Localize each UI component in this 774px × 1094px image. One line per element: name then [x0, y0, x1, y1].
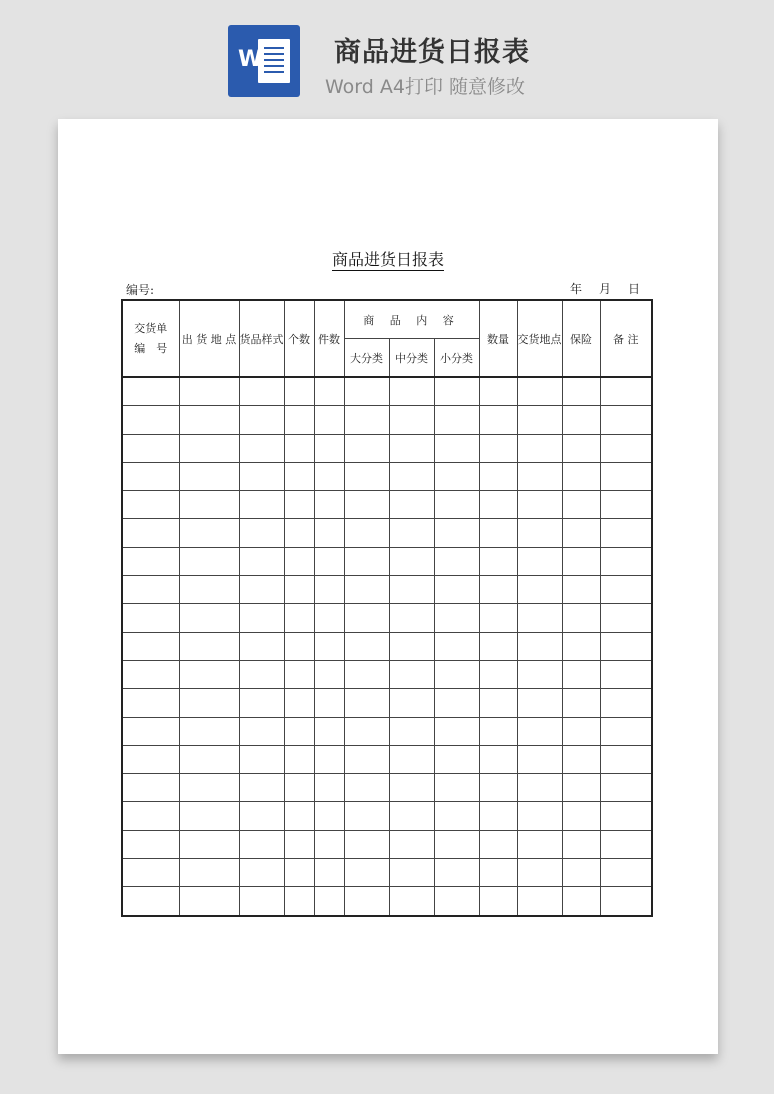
table-cell[interactable] — [479, 519, 517, 547]
table-row — [122, 774, 652, 802]
table-cell[interactable] — [517, 887, 562, 916]
table-cell[interactable] — [122, 491, 179, 519]
table-cell[interactable] — [314, 462, 344, 490]
table-cell[interactable] — [284, 689, 314, 717]
table-cell[interactable] — [517, 547, 562, 575]
table-cell[interactable] — [122, 660, 179, 688]
report-table-wrapper — [121, 299, 653, 917]
table-cell[interactable] — [562, 689, 600, 717]
table-row — [122, 632, 652, 660]
table-cell[interactable] — [517, 434, 562, 462]
date-day-label: 日 — [627, 282, 640, 296]
table-cell[interactable] — [600, 462, 652, 490]
table-cell[interactable] — [179, 406, 239, 434]
table-cell[interactable] — [179, 604, 239, 632]
table-cell[interactable] — [179, 745, 239, 773]
table-cell[interactable] — [517, 689, 562, 717]
table-cell[interactable] — [284, 519, 314, 547]
table-cell[interactable] — [600, 434, 652, 462]
table-cell[interactable] — [284, 377, 314, 406]
table-cell[interactable] — [239, 406, 284, 434]
table-cell[interactable] — [284, 462, 314, 490]
header-content: 商 品 内 容 — [344, 300, 479, 339]
table-cell[interactable] — [239, 632, 284, 660]
table-cell[interactable] — [562, 406, 600, 434]
table-cell[interactable] — [562, 547, 600, 575]
table-cell[interactable] — [344, 660, 389, 688]
table-cell[interactable] — [344, 774, 389, 802]
report-table — [121, 299, 653, 917]
table-cell[interactable] — [479, 491, 517, 519]
table-cell[interactable] — [239, 519, 284, 547]
table-cell[interactable] — [179, 576, 239, 604]
table-cell[interactable] — [389, 377, 434, 406]
table-cell[interactable] — [434, 491, 479, 519]
table-cell[interactable] — [434, 859, 479, 887]
table-cell[interactable] — [562, 434, 600, 462]
table-cell[interactable] — [517, 576, 562, 604]
table-cell[interactable] — [122, 859, 179, 887]
table-row — [122, 830, 652, 858]
table-cell[interactable] — [122, 887, 179, 916]
document-title-text: 商品进货日报表 — [331, 250, 444, 269]
header-insurance: 保险 — [562, 300, 600, 377]
table-cell[interactable] — [284, 576, 314, 604]
table-cell[interactable] — [517, 774, 562, 802]
table-cell[interactable] — [179, 547, 239, 575]
table-cell[interactable] — [284, 887, 314, 916]
table-row — [122, 576, 652, 604]
table-cell[interactable] — [122, 632, 179, 660]
table-cell[interactable] — [284, 547, 314, 575]
table-cell[interactable] — [122, 547, 179, 575]
table-cell[interactable] — [434, 745, 479, 773]
table-cell[interactable] — [314, 632, 344, 660]
table-cell[interactable] — [600, 774, 652, 802]
table-cell[interactable] — [122, 774, 179, 802]
table-cell[interactable] — [562, 462, 600, 490]
table-cell[interactable] — [344, 802, 389, 830]
table-cell[interactable] — [179, 717, 239, 745]
table-row — [122, 377, 652, 406]
table-row — [122, 434, 652, 462]
table-cell[interactable] — [344, 406, 389, 434]
table-cell[interactable] — [479, 802, 517, 830]
table-row — [122, 406, 652, 434]
table-cell[interactable] — [314, 830, 344, 858]
header-order-no: 交货单 编 号 — [122, 300, 179, 377]
table-cell[interactable] — [389, 434, 434, 462]
table-cell[interactable] — [314, 491, 344, 519]
table-cell[interactable] — [434, 406, 479, 434]
table-cell[interactable] — [434, 547, 479, 575]
table-cell[interactable] — [239, 774, 284, 802]
table-cell[interactable] — [239, 576, 284, 604]
table-cell[interactable] — [239, 887, 284, 916]
table-cell[interactable] — [179, 859, 239, 887]
table-cell[interactable] — [239, 689, 284, 717]
table-cell[interactable] — [284, 632, 314, 660]
table-cell[interactable] — [434, 434, 479, 462]
document-page — [58, 119, 718, 1054]
table-cell[interactable] — [389, 717, 434, 745]
header-large-category: 大分类 — [344, 339, 389, 378]
header-origin: 出 货 地 点 — [179, 300, 239, 377]
table-cell[interactable] — [517, 632, 562, 660]
report-table-body — [122, 377, 652, 916]
table-cell[interactable] — [562, 660, 600, 688]
table-cell[interactable] — [239, 802, 284, 830]
table-cell[interactable] — [344, 462, 389, 490]
table-cell[interactable] — [600, 491, 652, 519]
table-cell[interactable] — [314, 689, 344, 717]
table-cell[interactable] — [179, 660, 239, 688]
table-cell[interactable] — [239, 462, 284, 490]
table-row — [122, 887, 652, 916]
table-cell[interactable] — [122, 519, 179, 547]
table-cell[interactable] — [122, 830, 179, 858]
table-cell[interactable] — [122, 576, 179, 604]
table-cell[interactable] — [517, 660, 562, 688]
table-row — [122, 859, 652, 887]
table-cell[interactable] — [314, 576, 344, 604]
banner-subtitle: Word A4打印 随意修改 — [325, 76, 526, 98]
table-cell[interactable] — [479, 377, 517, 406]
table-cell[interactable] — [122, 802, 179, 830]
table-cell[interactable] — [479, 689, 517, 717]
table-cell[interactable] — [239, 604, 284, 632]
table-cell[interactable] — [562, 491, 600, 519]
table-cell[interactable] — [562, 745, 600, 773]
table-cell[interactable] — [179, 689, 239, 717]
table-cell[interactable] — [389, 802, 434, 830]
header-banner — [0, 0, 774, 110]
table-cell[interactable] — [314, 660, 344, 688]
table-cell[interactable] — [600, 717, 652, 745]
header-delivery-place: 交货地点 — [517, 300, 562, 377]
table-cell[interactable] — [434, 689, 479, 717]
table-cell[interactable] — [122, 689, 179, 717]
table-cell[interactable] — [239, 547, 284, 575]
table-cell[interactable] — [284, 859, 314, 887]
table-cell[interactable] — [344, 745, 389, 773]
table-cell[interactable] — [600, 689, 652, 717]
table-cell[interactable] — [344, 519, 389, 547]
table-cell[interactable] — [479, 406, 517, 434]
table-row — [122, 604, 652, 632]
table-cell[interactable] — [517, 491, 562, 519]
table-cell[interactable] — [479, 434, 517, 462]
table-cell[interactable] — [344, 717, 389, 745]
table-cell[interactable] — [239, 859, 284, 887]
table-cell[interactable] — [314, 802, 344, 830]
table-cell[interactable] — [562, 830, 600, 858]
table-cell[interactable] — [562, 632, 600, 660]
number-label: 编号: — [126, 283, 155, 297]
table-row — [122, 717, 652, 745]
header-mid-category: 中分类 — [389, 339, 434, 378]
table-cell[interactable] — [284, 717, 314, 745]
table-cell[interactable] — [389, 462, 434, 490]
table-cell[interactable] — [479, 717, 517, 745]
word-icon — [228, 25, 300, 97]
table-cell[interactable] — [389, 774, 434, 802]
table-cell[interactable] — [179, 887, 239, 916]
table-cell[interactable] — [389, 491, 434, 519]
table-cell[interactable] — [284, 406, 314, 434]
table-cell[interactable] — [600, 547, 652, 575]
word-logo-letter: W — [238, 47, 263, 72]
table-cell[interactable] — [389, 660, 434, 688]
table-cell[interactable] — [389, 519, 434, 547]
header-small-category: 小分类 — [434, 339, 479, 378]
table-cell[interactable] — [344, 377, 389, 406]
table-cell[interactable] — [600, 830, 652, 858]
table-cell[interactable] — [434, 774, 479, 802]
table-cell[interactable] — [389, 689, 434, 717]
table-cell[interactable] — [179, 434, 239, 462]
table-cell[interactable] — [600, 576, 652, 604]
table-cell[interactable] — [179, 632, 239, 660]
table-cell[interactable] — [122, 434, 179, 462]
table-cell[interactable] — [239, 745, 284, 773]
table-cell[interactable] — [479, 604, 517, 632]
table-cell[interactable] — [284, 660, 314, 688]
table-cell[interactable] — [517, 745, 562, 773]
table-cell[interactable] — [434, 519, 479, 547]
table-cell[interactable] — [284, 434, 314, 462]
table-cell[interactable] — [479, 660, 517, 688]
table-cell[interactable] — [344, 887, 389, 916]
date-labels — [570, 280, 640, 297]
table-cell[interactable] — [314, 519, 344, 547]
table-cell[interactable] — [600, 802, 652, 830]
table-cell[interactable] — [122, 406, 179, 434]
table-cell[interactable] — [479, 774, 517, 802]
table-cell[interactable] — [344, 689, 389, 717]
table-cell[interactable] — [517, 462, 562, 490]
table-cell[interactable] — [389, 604, 434, 632]
table-cell[interactable] — [479, 462, 517, 490]
table-cell[interactable] — [600, 859, 652, 887]
table-cell[interactable] — [344, 830, 389, 858]
table-cell[interactable] — [344, 576, 389, 604]
table-cell[interactable] — [434, 717, 479, 745]
table-cell[interactable] — [122, 377, 179, 406]
header-remarks: 备 注 — [600, 300, 652, 377]
table-cell[interactable] — [600, 377, 652, 406]
table-cell[interactable] — [314, 774, 344, 802]
table-cell[interactable] — [344, 434, 389, 462]
table-cell[interactable] — [479, 576, 517, 604]
table-cell[interactable] — [122, 462, 179, 490]
table-cell[interactable] — [600, 604, 652, 632]
table-row — [122, 491, 652, 519]
table-cell[interactable] — [344, 632, 389, 660]
table-cell[interactable] — [434, 576, 479, 604]
table-cell[interactable] — [389, 632, 434, 660]
table-cell[interactable] — [434, 632, 479, 660]
table-cell[interactable] — [179, 462, 239, 490]
table-cell[interactable] — [389, 547, 434, 575]
table-cell[interactable] — [122, 717, 179, 745]
table-cell[interactable] — [314, 745, 344, 773]
table-cell[interactable] — [122, 604, 179, 632]
table-cell[interactable] — [562, 859, 600, 887]
table-row — [122, 689, 652, 717]
table-cell[interactable] — [314, 604, 344, 632]
date-year-label: 年 — [570, 282, 583, 296]
table-cell[interactable] — [562, 802, 600, 830]
table-cell[interactable] — [314, 406, 344, 434]
table-cell[interactable] — [239, 491, 284, 519]
table-cell[interactable] — [562, 887, 600, 916]
table-cell[interactable] — [600, 632, 652, 660]
table-cell[interactable] — [284, 604, 314, 632]
table-cell[interactable] — [479, 632, 517, 660]
table-cell[interactable] — [434, 802, 479, 830]
table-cell[interactable] — [344, 859, 389, 887]
table-cell[interactable] — [517, 802, 562, 830]
table-cell[interactable] — [179, 802, 239, 830]
table-cell[interactable] — [517, 377, 562, 406]
table-cell[interactable] — [179, 774, 239, 802]
table-cell[interactable] — [562, 576, 600, 604]
table-cell[interactable] — [434, 377, 479, 406]
table-cell[interactable] — [517, 406, 562, 434]
table-cell[interactable] — [600, 745, 652, 773]
table-cell[interactable] — [239, 377, 284, 406]
table-cell[interactable] — [344, 491, 389, 519]
table-cell[interactable] — [562, 519, 600, 547]
table-cell[interactable] — [562, 604, 600, 632]
table-cell[interactable] — [517, 519, 562, 547]
table-cell[interactable] — [389, 887, 434, 916]
table-cell[interactable] — [389, 406, 434, 434]
table-cell[interactable] — [479, 745, 517, 773]
date-month-label: 月 — [598, 282, 611, 296]
table-cell[interactable] — [239, 660, 284, 688]
header-style: 货品样式 — [239, 300, 284, 377]
table-cell[interactable] — [600, 660, 652, 688]
banner-title: 商品进货日报表 — [334, 37, 530, 68]
table-cell[interactable] — [600, 887, 652, 916]
table-cell[interactable] — [434, 462, 479, 490]
table-cell[interactable] — [600, 406, 652, 434]
table-cell[interactable] — [389, 576, 434, 604]
table-cell[interactable] — [284, 745, 314, 773]
table-cell[interactable] — [314, 434, 344, 462]
table-cell[interactable] — [284, 774, 314, 802]
table-cell[interactable] — [314, 547, 344, 575]
table-cell[interactable] — [389, 859, 434, 887]
header-quantity: 数量 — [479, 300, 517, 377]
table-cell[interactable] — [179, 519, 239, 547]
table-row — [122, 660, 652, 688]
table-cell[interactable] — [517, 604, 562, 632]
document-title — [58, 247, 718, 270]
table-row — [122, 802, 652, 830]
table-cell[interactable] — [179, 491, 239, 519]
table-cell[interactable] — [562, 717, 600, 745]
table-cell[interactable] — [239, 830, 284, 858]
table-cell[interactable] — [284, 491, 314, 519]
table-cell[interactable] — [562, 377, 600, 406]
table-cell[interactable] — [562, 774, 600, 802]
table-cell[interactable] — [314, 887, 344, 916]
table-cell[interactable] — [122, 745, 179, 773]
table-cell[interactable] — [284, 802, 314, 830]
table-cell[interactable] — [344, 604, 389, 632]
table-cell[interactable] — [517, 859, 562, 887]
table-cell[interactable] — [179, 377, 239, 406]
header-pieces: 件数 — [314, 300, 344, 377]
table-cell[interactable] — [239, 717, 284, 745]
table-cell[interactable] — [479, 547, 517, 575]
table-row — [122, 547, 652, 575]
table-cell[interactable] — [389, 830, 434, 858]
table-cell[interactable] — [479, 887, 517, 916]
table-row — [122, 462, 652, 490]
table-cell[interactable] — [239, 434, 284, 462]
table-cell[interactable] — [434, 830, 479, 858]
table-row — [122, 519, 652, 547]
table-cell[interactable] — [314, 377, 344, 406]
table-cell[interactable] — [600, 519, 652, 547]
table-cell[interactable] — [434, 887, 479, 916]
table-cell[interactable] — [389, 745, 434, 773]
table-cell[interactable] — [517, 717, 562, 745]
table-row — [122, 745, 652, 773]
table-cell[interactable] — [284, 830, 314, 858]
table-cell[interactable] — [314, 859, 344, 887]
header-count: 个数 — [284, 300, 314, 377]
table-cell[interactable] — [517, 830, 562, 858]
table-cell[interactable] — [434, 604, 479, 632]
table-cell[interactable] — [344, 547, 389, 575]
table-cell[interactable] — [479, 830, 517, 858]
table-cell[interactable] — [434, 660, 479, 688]
table-cell[interactable] — [479, 859, 517, 887]
table-cell[interactable] — [179, 830, 239, 858]
table-cell[interactable] — [314, 717, 344, 745]
